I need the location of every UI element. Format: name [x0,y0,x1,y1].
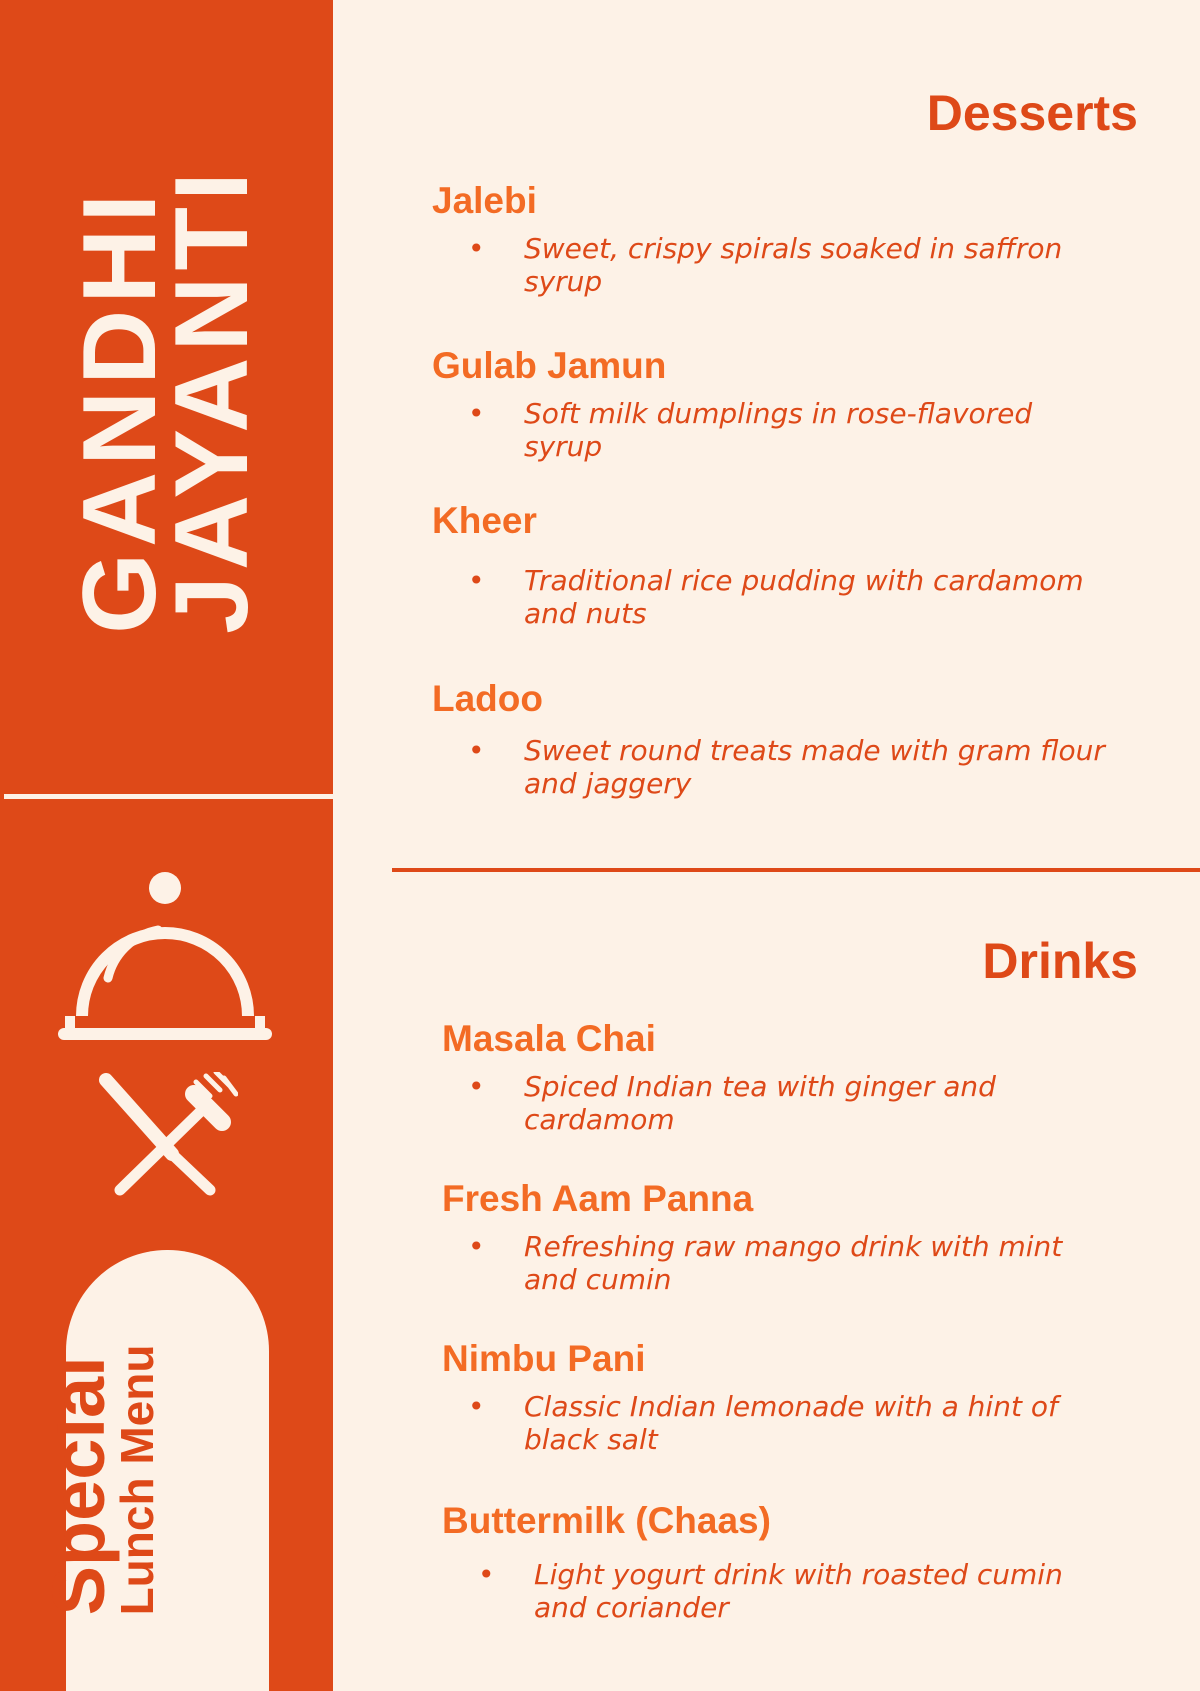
description-text: Sweet round treats made with gram flour and jaggery [524,734,1105,800]
description-text: Classic Indian lemonade with a hint of black salt [524,1390,1058,1456]
cloche-icon [58,868,272,1048]
bullet-icon: • [468,1390,485,1423]
menu-item-name: Nimbu Pani [442,1338,646,1379]
sidebar-divider [4,794,334,799]
sidebar [0,0,333,1691]
menu-item-name: Buttermilk (Chaas) [442,1500,771,1541]
menu-item-name: Ladoo [432,678,543,719]
title-line-jayanti: JAYANTI [154,166,270,634]
badge-lunch-menu: Lunch Menu [111,1344,163,1616]
menu-item-name: Jalebi [432,180,537,221]
menu-item-description [442,1390,1122,1456]
menu-item [442,1338,1122,1456]
bullet-icon: • [468,734,485,767]
description-text: Light yogurt drink with roasted cumin and coriander [534,1558,1063,1624]
desserts-heading: Desserts [926,85,1138,141]
menu-item [442,1178,1122,1296]
menu-item-description [432,564,1112,630]
bullet-icon: • [468,1070,485,1103]
drinks-heading: Drinks [982,933,1138,989]
description-text: Soft milk dumplings in rose-flavored syrup [524,397,1033,463]
knife-fork-icon [98,1072,238,1202]
badge-special: Special [37,1356,120,1616]
title-line-gandhi: GANDHI [62,187,178,634]
menu-item-description [442,1070,1122,1136]
menu-item-name: Masala Chai [442,1018,656,1059]
title-block [0,0,333,790]
menu-item [432,678,1112,800]
section-divider [392,868,1200,872]
menu-item [432,345,1112,463]
menu-item-description [442,1558,1122,1624]
bullet-icon: • [468,397,485,430]
description-text: Traditional rice pudding with cardamom and nuts [524,564,1084,630]
menu-item-name: Fresh Aam Panna [442,1178,754,1219]
description-text: Spiced Indian tea with ginger and cardamom [524,1070,996,1136]
menu-item [442,1500,1122,1624]
menu-item [432,500,1112,630]
menu-item-name: Gulab Jamun [432,345,667,386]
bullet-icon: • [468,232,485,265]
menu-item-name: Kheer [432,500,537,541]
bullet-icon: • [478,1558,495,1591]
menu-item-description [432,397,1112,463]
description-text: Refreshing raw mango drink with mint and cumin [524,1230,1063,1296]
menu-item [442,1018,1122,1136]
menu-title [62,166,270,634]
menu-item-description [442,1230,1122,1296]
bullet-icon: • [468,564,485,597]
description-text: Sweet, crispy spirals soaked in saffron syrup [524,232,1063,298]
bullet-icon: • [468,1230,485,1263]
menu-item [432,180,1112,298]
menu-item-description [432,232,1112,298]
menu-item-description [432,734,1112,800]
special-badge-text [37,1344,163,1616]
